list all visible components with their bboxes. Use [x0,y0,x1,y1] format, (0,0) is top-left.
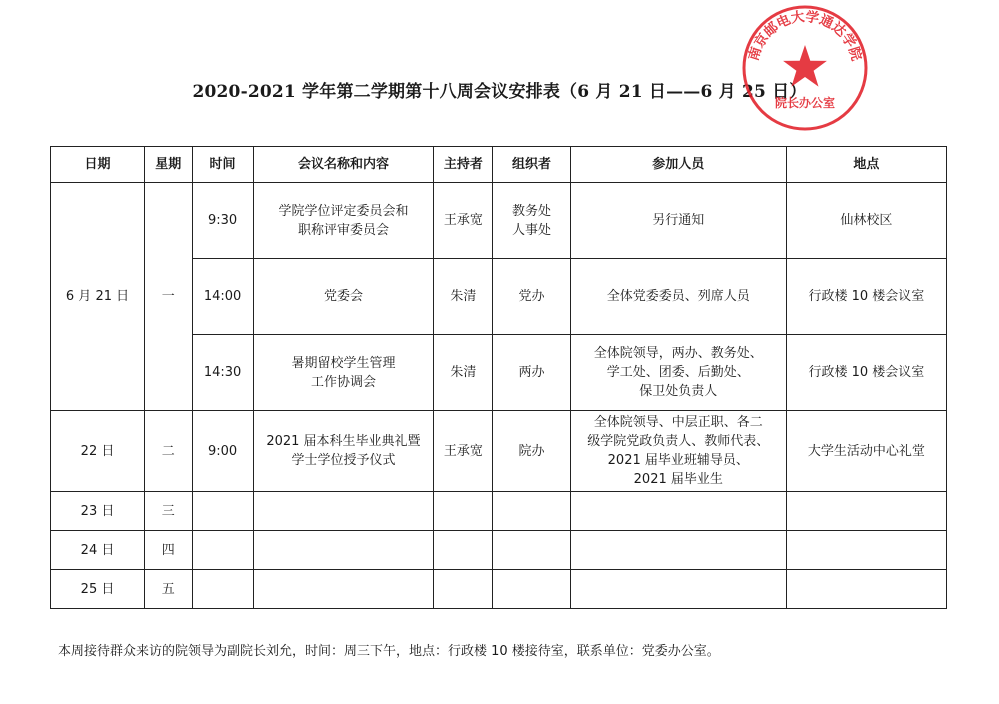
official-seal [740,3,870,133]
location-cell [786,570,946,609]
table-header-row [51,147,947,183]
header-organizer: 组织者 [493,147,571,183]
organizer-cell: 党办 [493,259,571,335]
host-cell [434,531,493,570]
meeting-name-cell: 党委会 [253,259,434,335]
date-cell: 22 日 [51,411,145,492]
meeting-name-cell: 学院学位评定委员会和 职称评审委员会 [253,183,434,259]
weekday-cell: 四 [145,531,193,570]
time-cell [192,570,253,609]
host-cell [434,492,493,531]
location-cell [786,531,946,570]
participants-cell [570,531,786,570]
date-cell: 25 日 [51,570,145,609]
organizer-cell [493,492,571,531]
table-row [51,183,947,259]
weekday-cell: 五 [145,570,193,609]
date-cell: 6 月 21 日 [51,183,145,411]
seal-ring-text: 南京邮电大学通达学院 [745,8,865,63]
seal-center-text: 院长办公室 [774,96,836,110]
meeting-name-cell: 2021 届本科生毕业典礼暨 学士学位授予仪式 [253,411,434,492]
location-cell [786,492,946,531]
reception-note: 本周接待群众来访的院领导为副院长刘允，时间：周三下午，地点：行政楼 10 楼接待室，联系单位：党委办公室。 [58,644,720,659]
time-cell [192,531,253,570]
header-host: 主持者 [434,147,493,183]
weekday-cell: 一 [145,183,193,411]
time-cell: 14:30 [192,335,253,411]
header-weekday: 星期 [145,147,193,183]
weekday-cell: 二 [145,411,193,492]
host-cell: 王承宽 [434,183,493,259]
weekday-cell: 三 [145,492,193,531]
organizer-cell: 两办 [493,335,571,411]
participants-cell: 全体院领导，两办、教务处、 学工处、团委、后勤处、 保卫处负责人 [570,335,786,411]
meeting-name-cell [253,531,434,570]
host-cell: 朱清 [434,259,493,335]
location-cell: 大学生活动中心礼堂 [786,411,946,492]
host-cell [434,570,493,609]
location-cell: 行政楼 10 楼会议室 [786,335,946,411]
participants-cell: 全体院领导、中层正职、各二 级学院党政负责人、教师代表、 2021 届毕业班辅导员、 2021 届毕业生 [570,411,786,492]
table-row [51,411,947,492]
organizer-cell: 院办 [493,411,571,492]
seal-star-icon [783,45,827,87]
header-meeting: 会议名称和内容 [253,147,434,183]
host-cell: 王承宽 [434,411,493,492]
table-row [51,531,947,570]
time-cell: 14:00 [192,259,253,335]
header-time: 时间 [192,147,253,183]
organizer-cell: 教务处 人事处 [493,183,571,259]
location-cell: 仙林校区 [786,183,946,259]
header-date: 日期 [51,147,145,183]
participants-cell [570,570,786,609]
date-cell: 24 日 [51,531,145,570]
table-row [51,492,947,531]
meeting-schedule-table [50,146,947,609]
page-title: 2020-2021 学年第二学期第十八周会议安排表（6 月 21 日——6 月 25 日） [192,82,807,102]
meeting-name-cell: 暑期留校学生管理 工作协调会 [253,335,434,411]
meeting-name-cell [253,492,434,531]
time-cell: 9:30 [192,183,253,259]
header-location: 地点 [786,147,946,183]
participants-cell: 另行通知 [570,183,786,259]
participants-cell [570,492,786,531]
time-cell: 9:00 [192,411,253,492]
meeting-name-cell [253,570,434,609]
host-cell: 朱清 [434,335,493,411]
location-cell: 行政楼 10 楼会议室 [786,259,946,335]
time-cell [192,492,253,531]
header-participants: 参加人员 [570,147,786,183]
organizer-cell [493,531,571,570]
date-cell: 23 日 [51,492,145,531]
participants-cell: 全体党委委员、列席人员 [570,259,786,335]
organizer-cell [493,570,571,609]
table-row [51,570,947,609]
